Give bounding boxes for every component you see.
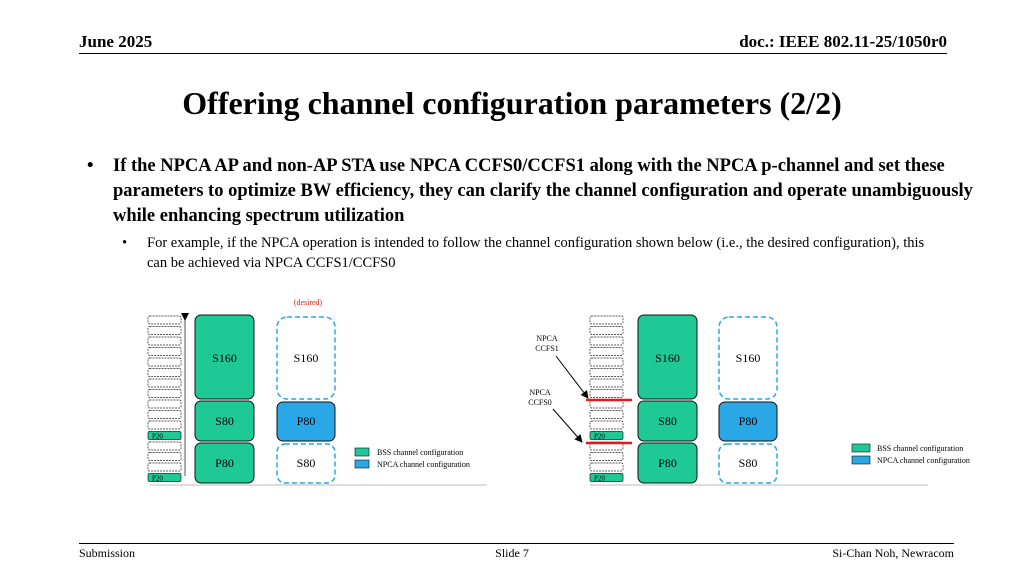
subchannel-cell: [590, 348, 623, 356]
legend-npca-swatch: [355, 460, 369, 468]
header-doc-id: doc.: IEEE 802.11-25/1050r0: [739, 32, 947, 51]
legend-bss-swatch: [355, 448, 369, 456]
subchannel-cell: [148, 369, 181, 377]
footer-author: Si-Chan Noh, Newracom: [832, 546, 954, 560]
npca-s80-label-right: S80: [738, 456, 758, 470]
subchannel-cell: [148, 390, 181, 398]
bss-s160-label: S160: [212, 351, 237, 365]
legend-bss-label: BSS channel configuration: [377, 448, 464, 457]
ccfs1-label-line2: CCFS1: [535, 344, 559, 353]
subchannel-cell: [148, 316, 181, 324]
subchannel-cell: [148, 348, 181, 356]
npca-s160-label: S160: [293, 351, 319, 365]
ccfs0-label-line1: NPCA: [529, 388, 551, 397]
bullet-sub-text: For example, if the NPCA operation is intended to follow the channel configuration shown below (i.e., the desired configuration), this can be achieved via NPCA CCFS1/CCFS0: [147, 235, 925, 271]
subchannel-cell: [590, 327, 623, 335]
p20-label: P20: [594, 474, 605, 483]
bullet-main-text: If the NPCA AP and non-AP STA use NPCA CCFS0/CCFS1 along with the NPCA p-channel and set these parameters to optimize BW efficiency, they can clarify the channel configuration and operate unambiguously while enhancing spectrum utilization: [113, 156, 973, 226]
bss-s160-label-right: S160: [655, 351, 680, 365]
footer-divider: [79, 543, 954, 544]
subchannel-cell: [590, 453, 623, 461]
subchannel-cell: [148, 463, 181, 471]
ccfs1-label-line1: NPCA: [536, 334, 558, 343]
subchannel-cell: [148, 379, 181, 387]
legend-bss-label-right: BSS channel configuration: [877, 444, 964, 453]
subchannel-cell: [148, 421, 181, 429]
ccfs0-label-line2: CCFS0: [528, 398, 552, 407]
bullet-dot: •: [87, 156, 94, 176]
npca-s160-label-right: S160: [735, 351, 761, 365]
bss-s80-label-right: S80: [658, 414, 677, 428]
footer-submission: Submission: [79, 546, 136, 560]
subchannel-cell: [590, 358, 623, 366]
legend-npca-swatch-right: [852, 456, 870, 464]
subchannel-cell: [590, 316, 623, 324]
legend-npca-label: NPCA channel configuration: [377, 460, 470, 469]
slide-title: Offering channel configuration parameters (2/2): [182, 85, 842, 121]
p20-label: P20: [594, 432, 605, 441]
bss-p80-label-right: P80: [658, 456, 677, 470]
desired-label: (desired): [293, 298, 323, 307]
bss-p80-label: P80: [215, 456, 234, 470]
subchannel-cell: [148, 453, 181, 461]
ccfs1-arrow: [556, 356, 588, 398]
subchannel-cell: [148, 327, 181, 335]
subchannel-cell: [590, 390, 623, 398]
p20-label: P20: [152, 474, 163, 483]
footer-slide-number: Slide 7: [495, 546, 529, 560]
p20-label: P20: [152, 432, 163, 441]
legend-bss-swatch-right: [852, 444, 870, 452]
ccfs0-arrow: [553, 409, 582, 442]
subchannel-cell: [590, 411, 623, 419]
subchannel-cell: [590, 463, 623, 471]
subchannel-cell: [148, 400, 181, 408]
subchannel-cell: [590, 379, 623, 387]
subchannel-cell: [148, 442, 181, 450]
npca-s80-label: S80: [296, 456, 316, 470]
subchannel-cell: [590, 369, 623, 377]
header-date: June 2025: [79, 32, 153, 51]
subchannel-cell: [148, 411, 181, 419]
bss-s80-label: S80: [215, 414, 234, 428]
bullet-dot: •: [122, 235, 128, 251]
legend-npca-label-right: NPCA channel configuration: [877, 456, 970, 465]
subchannel-cell: [590, 337, 623, 345]
channel-stack-left: [148, 316, 181, 483]
npca-p80-label: P80: [296, 414, 316, 428]
npca-p80-label-right: P80: [738, 414, 758, 428]
subchannel-cell: [148, 358, 181, 366]
subchannel-cell: [590, 421, 623, 429]
subchannel-cell: [148, 337, 181, 345]
